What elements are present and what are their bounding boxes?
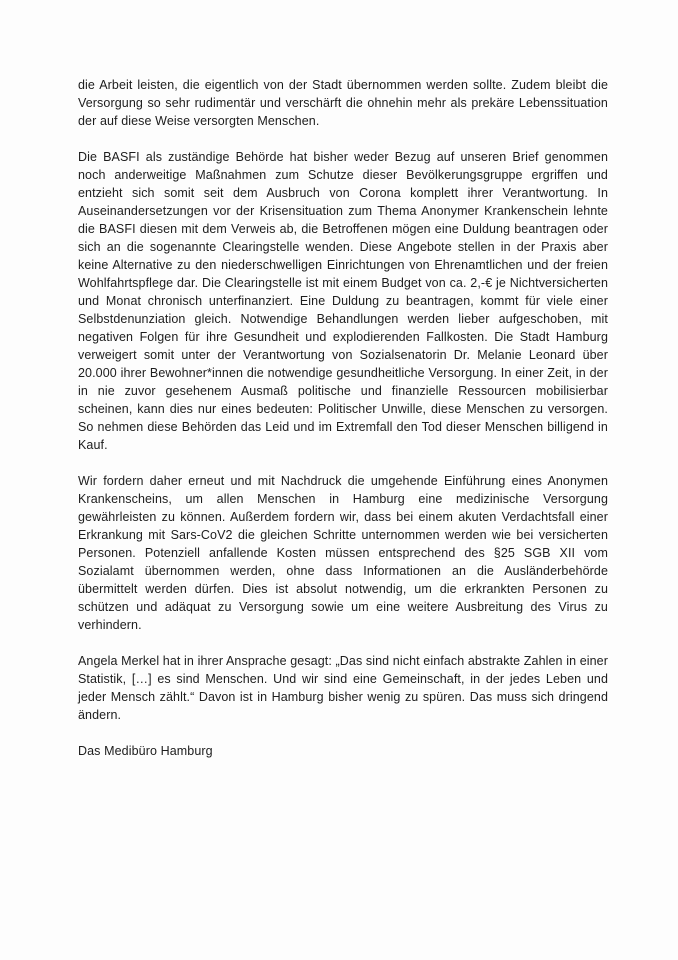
signature-medibuero-hamburg: Das Medibüro Hamburg <box>78 744 213 758</box>
paragraph-basfi-criticism: Die BASFI als zuständige Behörde hat bisher weder Bezug auf unseren Brief genommen noch anderweitige Maßnahmen zum Schutze dieser Bevölkerungsgruppe ergriffen und entzieht sich somit seit dem Ausbruch von Corona komplett ihrer Verantwortung. In Auseinandersetzungen vor der Krisensituation zum Thema Anonymer Krankenschein lehnte die BASFI diesen mit dem Verweis ab, die Betroffenen mögen eine Duldung beantragen oder sich an die sogenannte Clearingstelle wenden. Diese Angebote stellen in der Praxis aber keine Alternative zu den niederschwelligen Einrichtungen von Ehrenamtlichen und der freien Wohlfahrtspflege dar. Die Clearingstelle ist mit einem Budget von ca. 2,-€ je Nichtversicherten und Monat chronisch unterfinanziert. Eine Duldung zu beantragen, kommt für viele einer Selbstdenunziation gleich. Notwendige Behandlungen werden lieber aufgeschoben, mit negativen Folgen für ihre Gesundheit und explodierenden Fallkosten. Die Stadt Hamburg verweigert somit unter der Verantwortung von Sozialsenatorin Dr. Melanie Leonard über 20.000 ihrer Bewohner*innen die notwendige gesundheitliche Versorgung. In einer Zeit, in der in nie zuvor gesehenem Ausmaß politische und finanzielle Ressourcen mobilisierbar scheinen, kann dies nur eines bedeuten: Politischer Unwille, diese Menschen zu versorgen. So nehmen diese Behörden das Leid und im Extremfall den Tod dieser Menschen billigend in Kauf. <box>78 150 608 452</box>
paragraph-continuation-city-responsibility: die Arbeit leisten, die eigentlich von der Stadt übernommen werden sollte. Zudem bleibt die Versorgung so sehr rudimentär und verschärft die ohnehin mehr als prekäre Lebenssituation der auf diese Weise versorgten Menschen. <box>78 78 608 128</box>
paragraph-demands-anonymous-health-certificate: Wir fordern daher erneut und mit Nachdruck die umgehende Einführung eines Anonymen Krankenscheins, um allen Menschen in Hamburg eine medizinische Versorgung gewährleisten zu können. Außerdem fordern wir, dass bei einem akuten Verdachtsfall einer Erkrankung mit Sars-CoV2 die gleichen Schritte unternommen werden wie bei versicherten Personen. Potenziell anfallende Kosten müssen entsprechend des §25 SGB XII vom Sozialamt übernommen werden, ohne dass Informationen an die Ausländerbehörde übermittelt werden dürfen. Dies ist absolut notwendig, um die erkrankten Personen zu schützen und adäquat zu Versorgung sowie um eine weitere Ausbreitung des Virus zu verhindern. <box>78 474 608 632</box>
paragraph-merkel-quote: Angela Merkel hat in ihrer Ansprache gesagt: „Das sind nicht einfach abstrakte Zahlen in einer Statistik, […] es sind Menschen. Und wir sind eine Gemeinschaft, in der jedes Leben und jeder Mensch zählt.“ Davon ist in Hamburg bisher wenig zu spüren. Das muss sich dringend ändern. <box>78 654 608 722</box>
document-body <box>78 76 608 760</box>
